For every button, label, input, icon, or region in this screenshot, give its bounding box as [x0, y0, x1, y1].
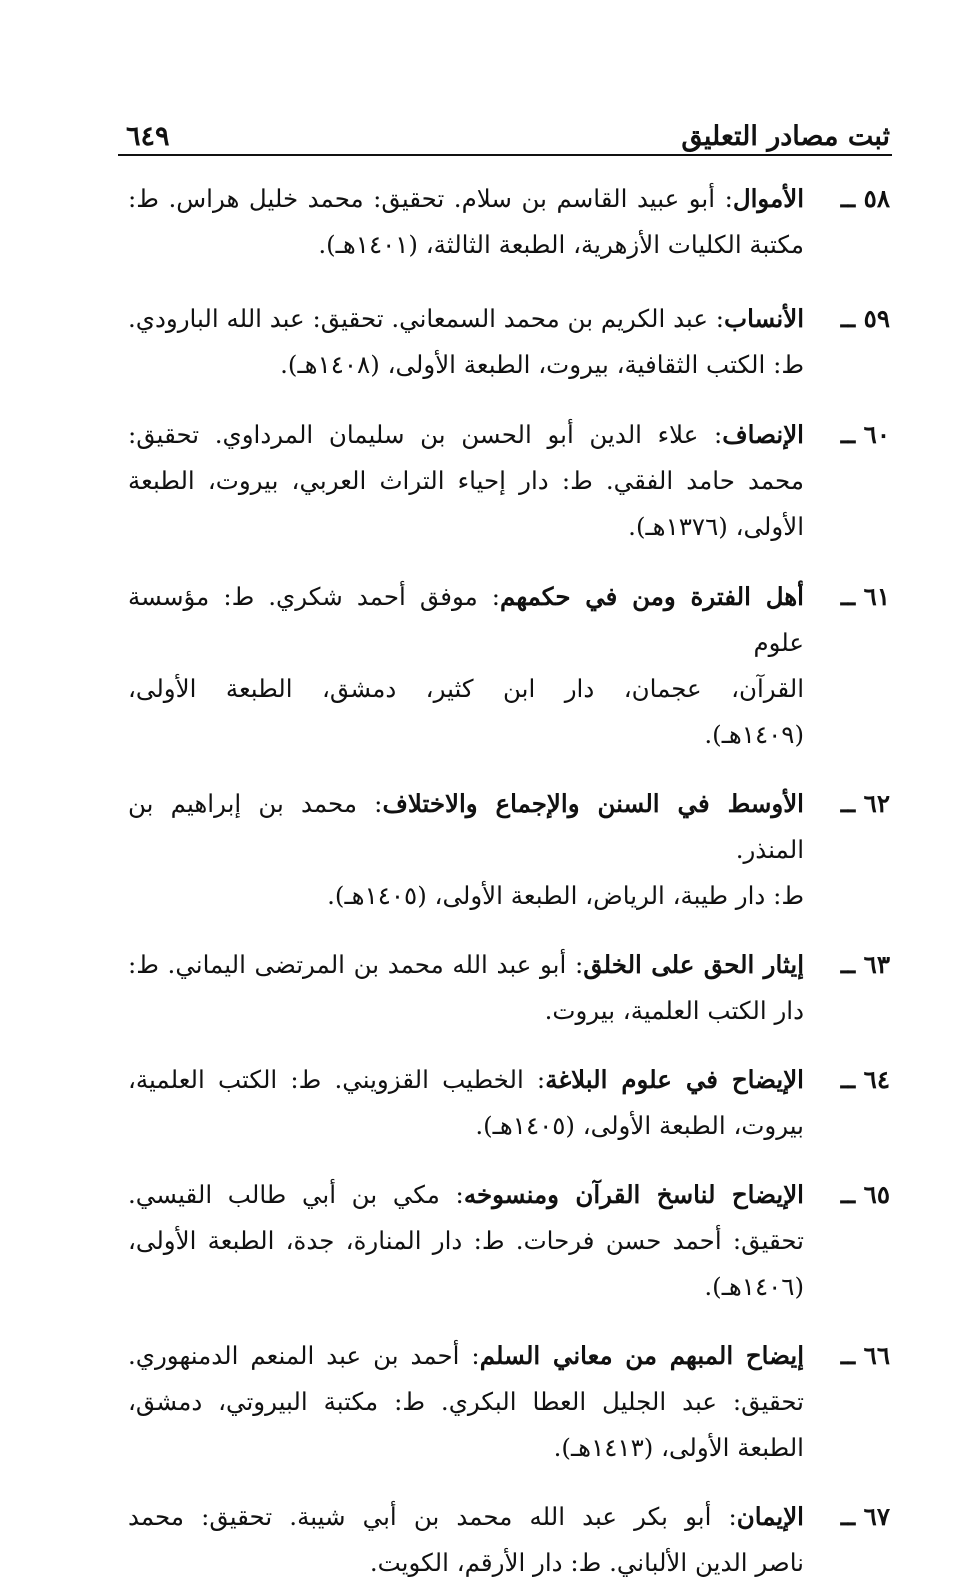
entry-line-text: : علاء الدين أبو الحسن بن سليمان المرداوي. تحقيق: — [128, 420, 723, 449]
entry-line-text: : موفق أحمد شكري. ط: مؤسسة علوم — [128, 582, 804, 657]
bibliography-entry — [128, 781, 890, 919]
entry-title: الأنساب — [724, 304, 804, 333]
page-header — [118, 106, 890, 158]
entry-line-text: بيروت، الطبعة الأولى، (١٤٠٥هـ). — [475, 1111, 804, 1140]
entry-line — [128, 1218, 804, 1264]
entry-number: ٦٧ ــ — [840, 1502, 890, 1531]
entry-line — [128, 942, 804, 988]
bibliography-entry — [128, 942, 890, 1034]
entry-line-text: : الخطيب القزويني. ط: الكتب العلمية، — [128, 1065, 546, 1094]
entry-line-text: الأولى، (١٣٧٦هـ). — [628, 512, 804, 541]
page-number: ٦٤٩ — [126, 121, 170, 152]
entry-line — [128, 1172, 804, 1218]
header-rule — [118, 154, 892, 156]
entry-title: الإيضاح في علوم البلاغة — [545, 1065, 804, 1094]
entry-title: الإنصاف — [722, 420, 804, 449]
entry-line-text: (١٤٠٩هـ). — [704, 720, 804, 749]
bibliography-entry — [128, 1333, 890, 1471]
entry-text — [128, 1057, 804, 1149]
entry-text — [128, 942, 804, 1034]
bibliography-list — [128, 176, 890, 1586]
entry-line — [128, 504, 804, 550]
entry-line-text: القرآن، عجمان، دار ابن كثير، دمشق، الطبعة الأولى، — [128, 674, 804, 703]
entry-text — [128, 1494, 804, 1586]
entry-text — [128, 296, 804, 388]
entry-line-text: : أبو بكر عبد الله محمد بن أبي شيبة. تحقيق: محمد — [128, 1502, 737, 1531]
entry-line — [128, 176, 804, 222]
entry-line — [128, 988, 804, 1034]
entry-text — [128, 412, 804, 550]
entry-line-text: : مكي بن أبي طالب القيسي. — [128, 1180, 464, 1209]
bibliography-entry — [128, 296, 890, 388]
entry-line — [128, 1103, 804, 1149]
entry-line-text: دار الكتب العلمية، بيروت. — [544, 996, 804, 1025]
entry-line — [128, 1333, 804, 1379]
bibliography-entry — [128, 176, 890, 268]
entry-text — [128, 781, 804, 919]
entry-number: ٦٢ ــ — [840, 789, 890, 818]
entry-number: ٦٦ ــ — [840, 1341, 890, 1370]
entry-line-text: ناصر الدين الألباني. ط: دار الأرقم، الكويت. — [369, 1548, 804, 1577]
entry-line-text: : محمد بن إبراهيم بن المنذر. — [128, 789, 804, 864]
running-title: ثبت مصادر التعليق — [681, 121, 890, 152]
entry-text — [128, 574, 804, 758]
bibliography-entry — [128, 1494, 890, 1586]
entry-number: ٦٠ ــ — [840, 420, 890, 449]
entry-line-text: مكتبة الكليات الأزهرية، الطبعة الثالثة، (١٤٠١هـ). — [318, 230, 804, 259]
entry-line — [128, 1057, 804, 1103]
entry-line — [128, 666, 804, 712]
entry-line — [128, 1264, 804, 1310]
entry-line — [128, 412, 804, 458]
entry-title: أهل الفترة ومن في حكمهم — [500, 582, 804, 611]
entry-title: الأوسط في السنن والإجماع والاختلاف — [382, 789, 804, 818]
entry-line-text: ط: دار طيبة، الرياض، الطبعة الأولى، (١٤٠٥هـ). — [327, 881, 804, 910]
bibliography-entry — [128, 1172, 890, 1310]
entry-number: ٦٤ ــ — [840, 1065, 890, 1094]
entry-line-text: : أبو عبيد القاسم بن سلام. تحقيق: محمد خليل هراس. ط: — [128, 184, 733, 213]
entry-text — [128, 1333, 804, 1471]
bibliography-entry — [128, 412, 890, 550]
entry-number: ٥٨ ــ — [840, 184, 890, 213]
entry-line-text: تحقيق: عبد الجليل العطا البكري. ط: مكتبة البيروتي، دمشق، — [128, 1387, 804, 1416]
entry-line — [128, 222, 804, 268]
entry-number: ٦٣ ــ — [840, 950, 890, 979]
entry-title: إيثار الحق على الخلق — [583, 950, 804, 979]
entry-number: ٦٥ ــ — [840, 1180, 890, 1209]
entry-line — [128, 873, 804, 919]
entry-number: ٥٩ ــ — [840, 304, 890, 333]
entry-title: إيضاح المبهم من معاني السلم — [479, 1341, 805, 1370]
entry-title: الإيضاح لناسخ القرآن ومنسوخه — [463, 1180, 804, 1209]
bibliography-entry — [128, 574, 890, 758]
entry-line-text: (١٤٠٦هـ). — [704, 1272, 804, 1301]
entry-line — [128, 712, 804, 758]
entry-line — [128, 1494, 804, 1540]
entry-line — [128, 296, 804, 342]
entry-line-text: تحقيق: أحمد حسن فرحات. ط: دار المنارة، جدة، الطبعة الأولى، — [128, 1226, 804, 1255]
entry-line-text: ط: الكتب الثقافية، بيروت، الطبعة الأولى، (١٤٠٨هـ). — [280, 350, 804, 379]
entry-line — [128, 342, 804, 388]
entry-text — [128, 176, 804, 268]
entry-line-text: : أحمد بن عبد المنعم الدمنهوري. — [128, 1341, 480, 1370]
entry-line — [128, 458, 804, 504]
entry-number: ٦١ ــ — [840, 582, 890, 611]
entry-title: الأموال — [732, 184, 804, 213]
entry-title: الإيمان — [736, 1502, 804, 1531]
entry-line-text: : عبد الكريم بن محمد السمعاني. تحقيق: عبد الله البارودي. — [128, 304, 725, 333]
entry-line — [128, 1379, 804, 1425]
entry-line-text: الطبعة الأولى، (١٤١٣هـ). — [553, 1433, 804, 1462]
bibliography-entry — [128, 1057, 890, 1149]
entry-line — [128, 1540, 804, 1586]
entry-line-text: : أبو عبد الله محمد بن المرتضى اليماني. ط: — [128, 950, 584, 979]
entry-line — [128, 781, 804, 873]
entry-line — [128, 574, 804, 666]
entry-line-text: محمد حامد الفقي. ط: دار إحياء التراث العربي، بيروت، الطبعة — [128, 466, 804, 495]
entry-line — [128, 1425, 804, 1471]
entry-text — [128, 1172, 804, 1310]
